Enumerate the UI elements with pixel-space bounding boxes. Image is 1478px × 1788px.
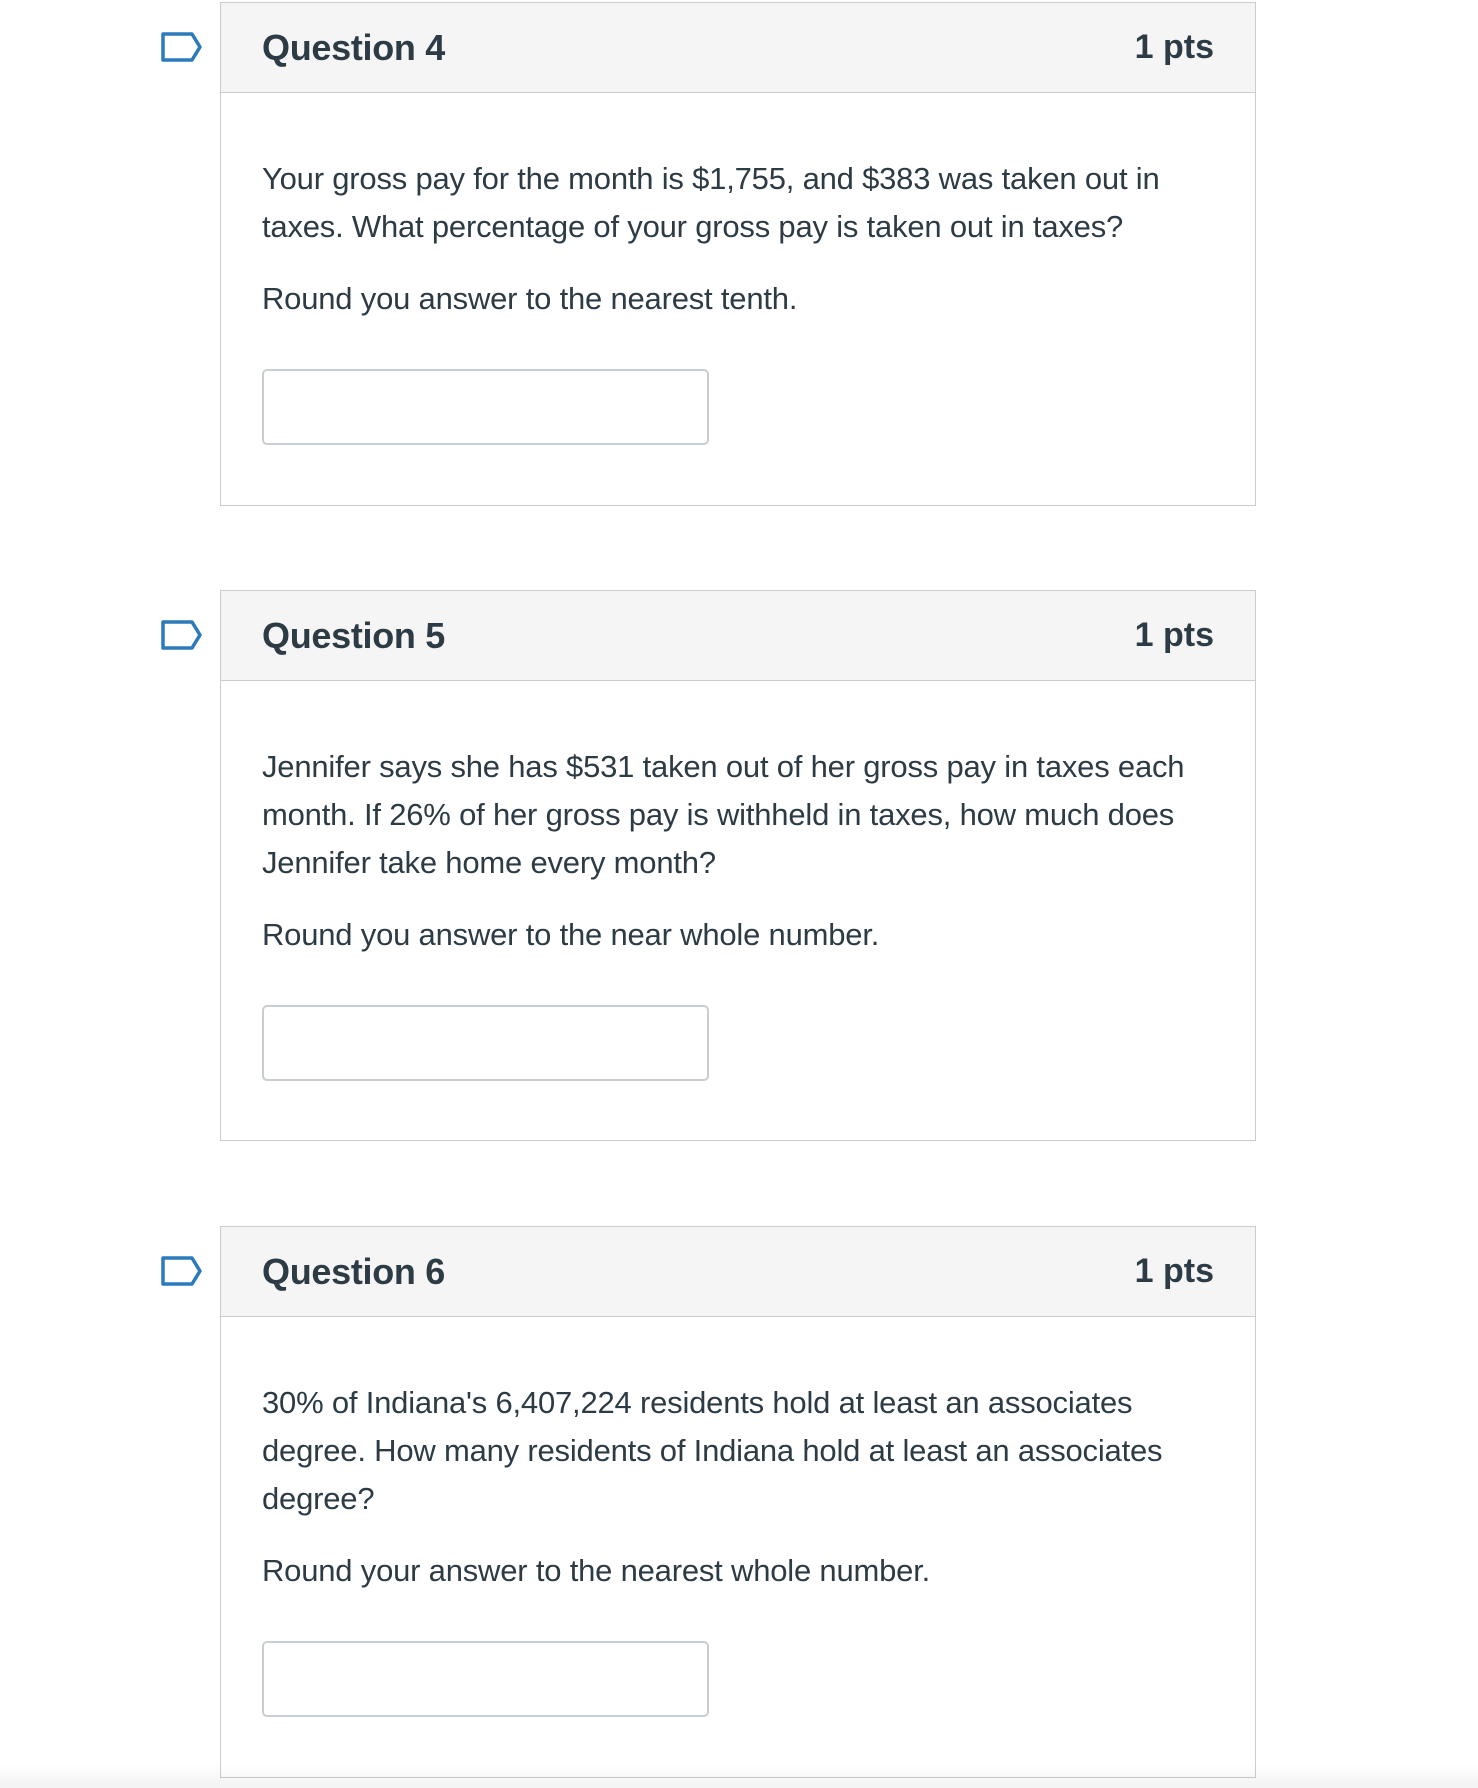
question-5-points: 1 pts (1134, 616, 1214, 654)
question-4-header (221, 3, 1255, 93)
flag-question-5-icon[interactable] (160, 619, 204, 651)
question-5-card (220, 590, 1256, 1141)
question-4-text: Your gross pay for the month is $1,755, and $383 was taken out in taxes. What percentage of your gross pay is taken out in taxes? (262, 161, 1160, 244)
question-5-text: Jennifer says she has $531 taken out of her gross pay in taxes each month. If 26% of her gross pay is withheld in taxes, how much does Jennifer take home every month? (262, 749, 1185, 880)
question-5-instruction: Round you answer to the near whole number. (262, 917, 880, 952)
question-4-instruction: Round you answer to the nearest tenth. (262, 281, 798, 316)
question-6-instruction: Round your answer to the nearest whole number. (262, 1553, 931, 1588)
question-5-title: Question 5 (262, 614, 446, 656)
flag-question-6-icon[interactable] (160, 1255, 204, 1287)
question-6-title: Question 6 (262, 1250, 446, 1292)
question-4-answer-input[interactable] (262, 369, 709, 445)
question-6-text: 30% of Indiana's 6,407,224 residents hold at least an associates degree. How many residents of Indiana hold at least an associates degree? (262, 1385, 1163, 1516)
question-5-header (221, 591, 1255, 681)
question-6-points: 1 pts (1134, 1252, 1214, 1290)
question-6-header (221, 1227, 1255, 1317)
question-4-card (220, 2, 1256, 506)
question-5-body (221, 743, 1255, 1081)
question-4-body (221, 155, 1255, 445)
question-4-points: 1 pts (1134, 28, 1214, 66)
question-4-title: Question 4 (262, 26, 446, 68)
question-5-answer-input[interactable] (262, 1005, 709, 1081)
question-6-card (220, 1226, 1256, 1778)
bottom-shade (0, 1764, 1478, 1788)
question-6-body (221, 1379, 1255, 1717)
flag-question-4-icon[interactable] (160, 31, 204, 63)
question-6-answer-input[interactable] (262, 1641, 709, 1717)
